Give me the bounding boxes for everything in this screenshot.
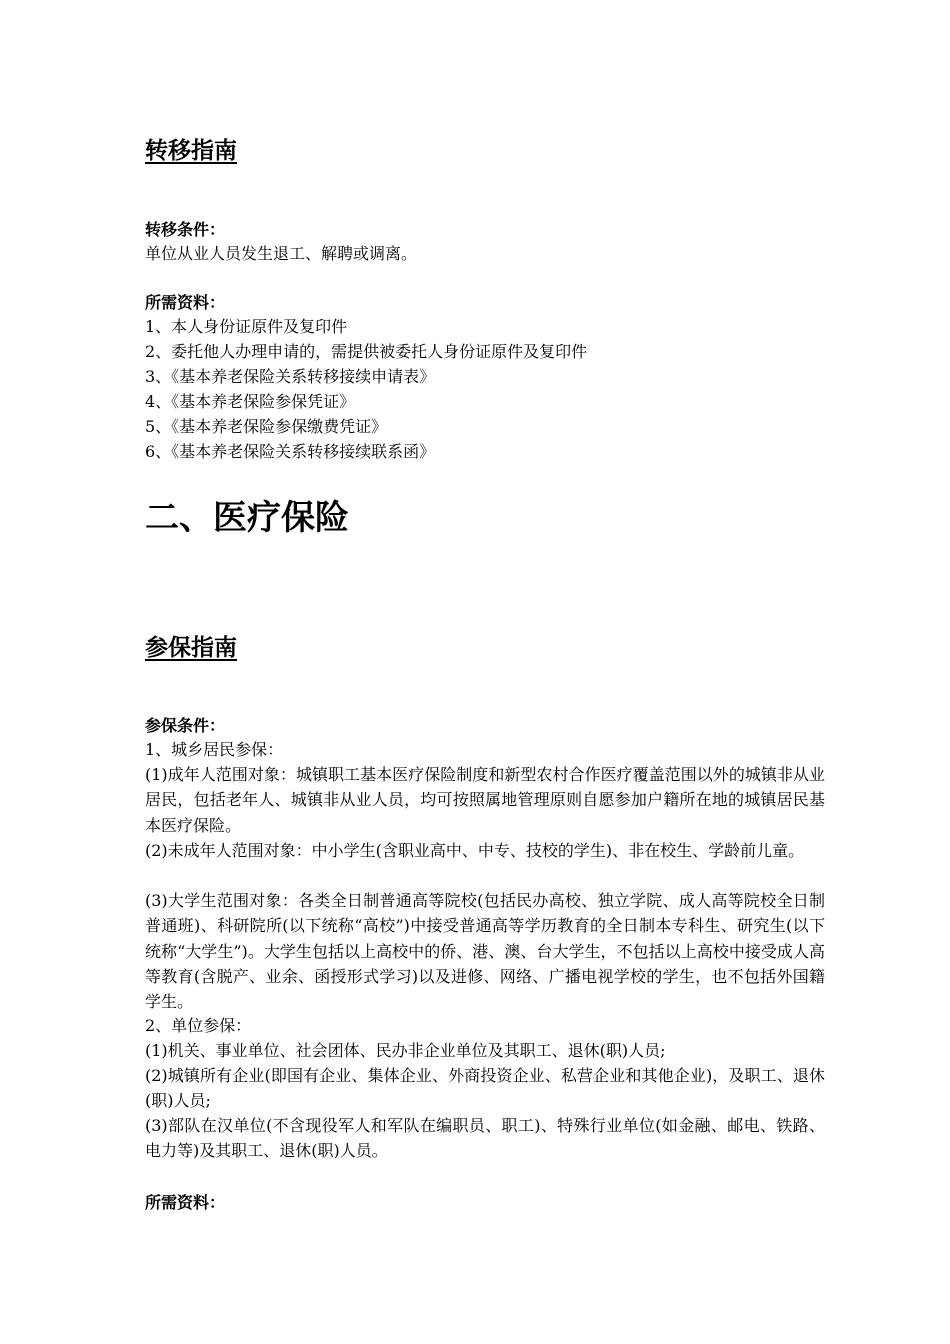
list-item: 4、《基本养老保险参保凭证》	[145, 392, 356, 411]
enroll-conditions-label: 参保条件：	[145, 716, 226, 735]
transfer-conditions-label: 转移条件：	[145, 220, 226, 239]
list-item: 1、本人身份证原件及复印件	[145, 317, 348, 336]
list-item: 2、委托他人办理申请的，需提供被委托人身份证原件及复印件	[145, 342, 588, 361]
section-two-title: 二、医疗保险	[145, 498, 349, 538]
transfer-guide-title: 转移指南	[145, 138, 237, 164]
list-item: 5、《基本养老保险参保缴费凭证》	[145, 417, 388, 436]
units-item-enterprises: (2)城镇所有企业(即国有企业、集体企业、外商投资企业、私营企业和其他企业)，及职工、退休(职)人员;	[145, 1066, 825, 1111]
enroll-guide-title: 参保指南	[145, 635, 237, 661]
residents-item-minor: (2)未成年人范围对象：中小学生(含职业高中、中专、技校的学生)、非在校生、学龄前儿童。	[145, 841, 805, 860]
residents-item-student: (3)大学生范围对象：各类全日制普通高等院校(包括民办高校、独立学院、成人高等院校全日制普通班)、科研院所(以下统称“高校”)中接受普通高等学历教育的全日制本专科生、研究生(以下统称“大学生”)。大学生包括以上高校中的侨、港、澳、台大学生，不包括以上高校中接受成人高等教育(含脱产、业余、函授形式学习)以及进修、网络、广播电视学校的学生，也不包括外国籍学生。	[145, 891, 825, 1012]
list-item: 6、《基本养老保险关系转移接续联系函》	[145, 442, 436, 461]
transfer-materials-label: 所需资料：	[145, 293, 226, 312]
units-item-agencies: (1)机关、事业单位、社会团体、民办非企业单位及其职工、退休(职)人员;	[145, 1041, 666, 1060]
transfer-conditions-text: 单位从业人员发生退工、解聘或调离。	[145, 244, 418, 263]
units-heading: 2、单位参保：	[145, 1016, 252, 1035]
residents-item-adult: (1)成年人范围对象：城镇职工基本医疗保险制度和新型农村合作医疗覆盖范围以外的城镇非从业居民，包括老年人、城镇非从业人员，均可按照属地管理原则自愿参加户籍所在地的城镇居民基本医疗保险。	[145, 765, 825, 835]
transfer-materials-list	[145, 314, 587, 464]
list-item: 3、《基本养老保险关系转移接续申请表》	[145, 367, 436, 386]
residents-heading: 1、城乡居民参保：	[145, 740, 284, 759]
enroll-materials-label: 所需资料：	[145, 1193, 226, 1212]
units-item-special: (3)部队在汉单位(不含现役军人和军队在编职员、职工)、特殊行业单位(如金融、邮电、铁路、电力等)及其职工、退休(职)人员。	[145, 1116, 825, 1161]
